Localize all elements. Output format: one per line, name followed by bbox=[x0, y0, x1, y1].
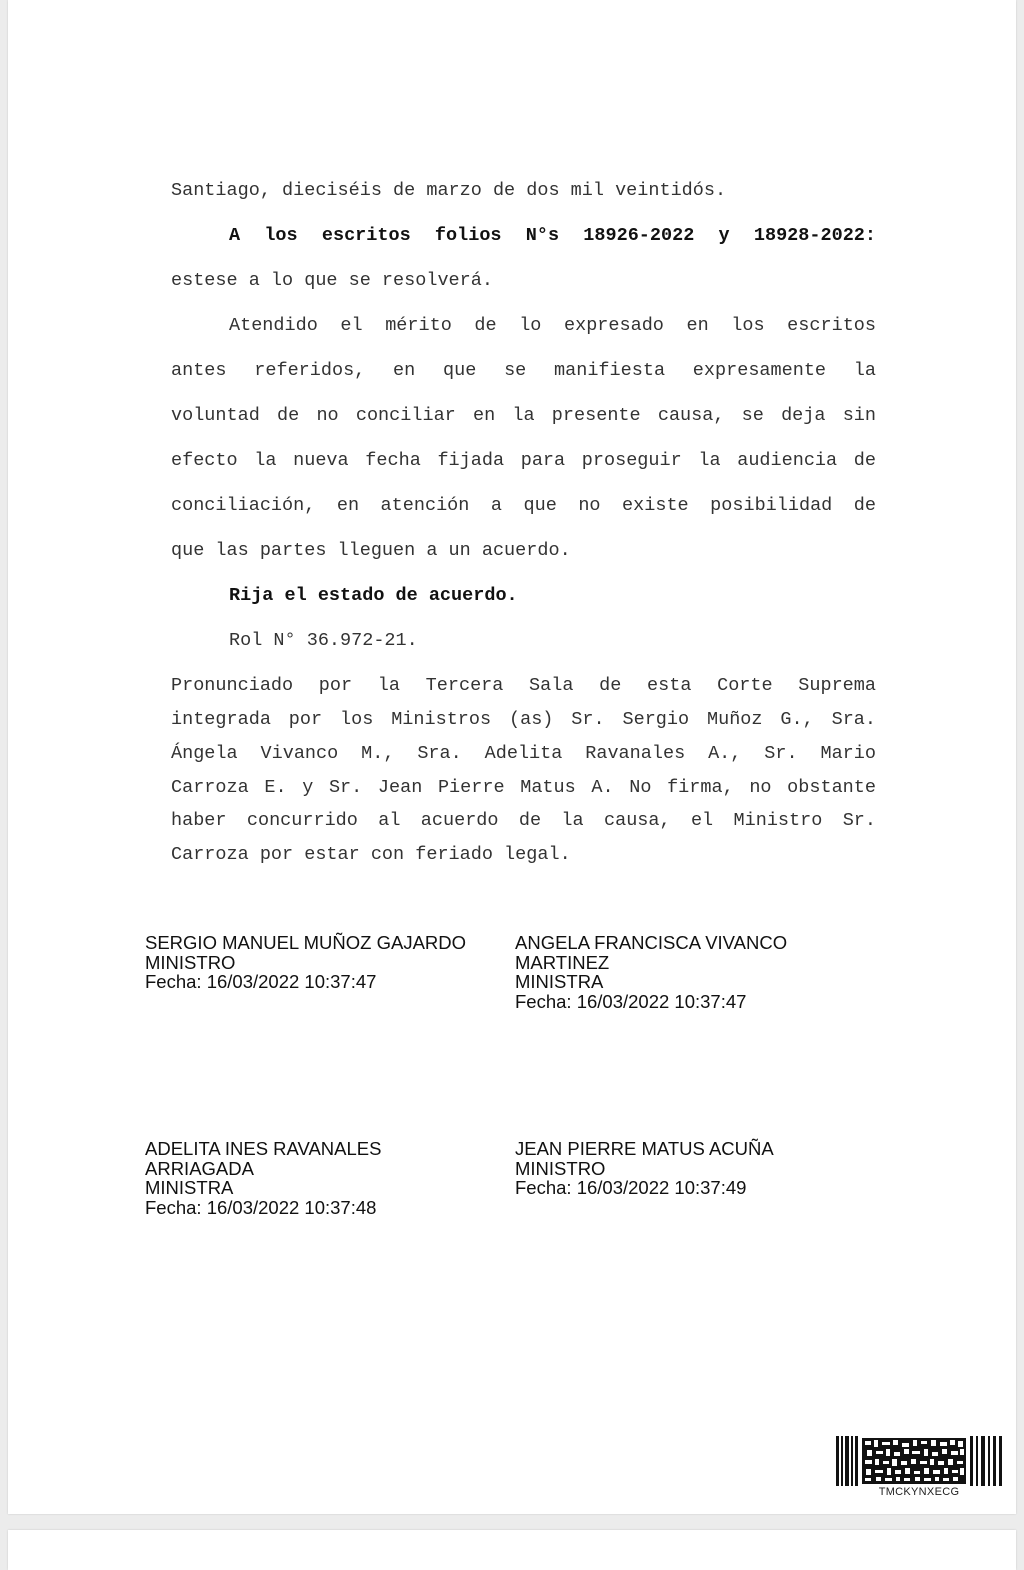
pronunciado-line-2: integrada por los Ministros (as) Sr. Sergio Muñoz G., Sra. bbox=[171, 709, 876, 730]
pronunciado-line-1: Pronunciado por la Tercera Sala de esta Corte Suprema bbox=[171, 675, 876, 696]
pronunciado-line-4: Carroza E. y Sr. Jean Pierre Matus A. No firma, no obstante bbox=[171, 777, 876, 798]
next-page-edge bbox=[8, 1530, 1016, 1570]
body-line-1: Atendido el mérito de lo expresado en los escritos bbox=[229, 315, 876, 336]
body-line-6: que las partes lleguen a un acuerdo. bbox=[171, 540, 571, 561]
document-page bbox=[8, 0, 1016, 1514]
signer-role: MINISTRA bbox=[145, 1177, 234, 1198]
pronunciado-line-3: Ángela Vivanco M., Sra. Adelita Ravanales A., Sr. Mario bbox=[171, 743, 876, 764]
signature-block-vivanco bbox=[515, 933, 787, 1011]
escritos-heading: A los escritos folios N°s 18926-2022 y 18928-2022: bbox=[229, 225, 876, 246]
signature-block-ravanales bbox=[145, 1139, 381, 1217]
signature-date: Fecha: 16/03/2022 10:37:48 bbox=[145, 1196, 377, 1218]
date-line: Santiago, dieciséis de marzo de dos mil veintidós. bbox=[171, 180, 727, 201]
signer-name-cont: MARTINEZ bbox=[515, 951, 610, 973]
signer-name: JEAN PIERRE MATUS ACUÑA bbox=[515, 1138, 774, 1159]
verification-code: TMCKYNXECG bbox=[878, 1486, 960, 1498]
signer-role: MINISTRO bbox=[145, 951, 236, 973]
body-line-5: conciliación, en atención a que no existe posibilidad de bbox=[171, 495, 876, 516]
signature-block-matus bbox=[515, 1139, 774, 1198]
body-line-3: voluntad de no conciliar en la presente causa, se deja sin bbox=[171, 405, 876, 426]
verification-barcode-icon bbox=[836, 1436, 1002, 1486]
body-line-2: antes referidos, en que se manifiesta expresamente la bbox=[171, 360, 876, 381]
signer-name: ANGELA FRANCISCA VIVANCO bbox=[515, 932, 788, 953]
escritos-continuation: estese a lo que se resolverá. bbox=[171, 270, 493, 291]
signature-date: Fecha: 16/03/2022 10:37:49 bbox=[515, 1177, 747, 1198]
body-line-4: efecto la nueva fecha fijada para proseguir la audiencia de bbox=[171, 450, 876, 471]
signer-name: SERGIO MANUEL MUÑOZ GAJARDO bbox=[145, 932, 467, 953]
signer-name-cont: ARRIAGADA bbox=[145, 1157, 254, 1179]
signature-date: Fecha: 16/03/2022 10:37:47 bbox=[515, 990, 747, 1012]
signature-block-munoz bbox=[145, 933, 466, 992]
rija-line: Rija el estado de acuerdo. bbox=[229, 585, 518, 606]
rol-line: Rol N° 36.972-21. bbox=[229, 630, 418, 651]
signer-role: MINISTRA bbox=[515, 971, 604, 992]
signer-role: MINISTRO bbox=[515, 1157, 606, 1179]
signer-name: ADELITA INES RAVANALES bbox=[145, 1138, 382, 1159]
pronunciado-line-6: Carroza por estar con feriado legal. bbox=[171, 844, 571, 865]
pronunciado-line-5: haber concurrido al acuerdo de la causa, el Ministro Sr. bbox=[171, 810, 876, 831]
signature-date: Fecha: 16/03/2022 10:37:47 bbox=[145, 971, 377, 992]
